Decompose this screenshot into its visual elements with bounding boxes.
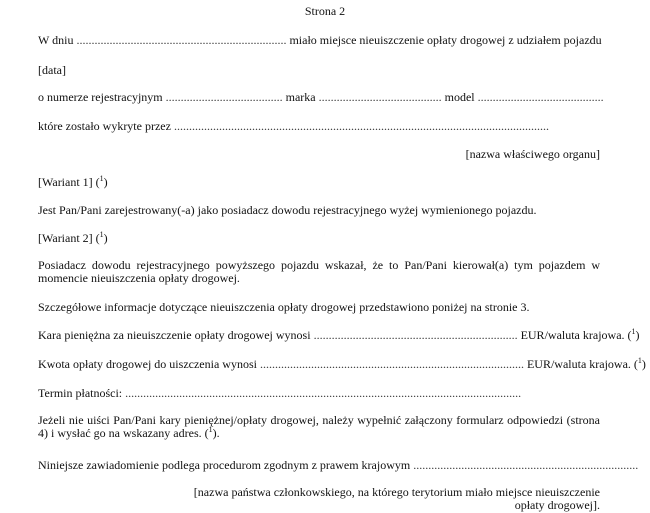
detected-field[interactable]: .............................................................................................................................	[173, 119, 549, 133]
toll-unit: EUR/waluta krajowa. ($^1$)	[526, 356, 646, 371]
vehicle-line	[38, 90, 604, 104]
footnote-ref: 1	[99, 230, 104, 239]
footnote-ref: 1	[99, 174, 104, 183]
footnote-ref: 1	[208, 425, 213, 434]
deadline-label: Termin płatności:	[38, 386, 123, 400]
payment-text: Jeżeli nie uiści Pan/Pani kary pieniężnej/opłaty drogowej, należy wypełnić załączony formularz odpowiedzi (strona 4) i wysłać go na wskazany adres. ($^1$).	[38, 413, 600, 440]
date-suffix: miało miejsce nieuiszczenie opłaty drogowej z udziałem pojazdu	[289, 33, 602, 47]
law-label: Niniejsze zawiadomienie podlega procedurom zgodnym z prawem krajowym	[38, 458, 411, 472]
deadline-field[interactable]: ....................................................................................................................................	[125, 386, 522, 400]
detected-label: które zostało wykryte przez	[38, 119, 171, 133]
authority-placeholder: [nazwa właściwego organu]	[465, 147, 600, 161]
fine-line	[38, 328, 640, 342]
toll-line	[38, 357, 646, 371]
details-text: Szczegółowe informacje dotyczące nieuiszczenia opłaty drogowej przedstawiono poniżej na stronie 3.	[38, 300, 530, 314]
model-label: model	[444, 90, 475, 104]
date-field[interactable]: ......................................................................	[76, 33, 287, 47]
toll-amount-field[interactable]: ........................................................................................	[259, 357, 524, 371]
registration-field[interactable]: .......................................	[165, 90, 283, 104]
detected-line	[38, 119, 549, 133]
fine-amount-field[interactable]: ....................................................................	[313, 328, 518, 342]
variant1-text: Jest Pan/Pani zarejestrowany(-a) jako posiadacz dowodu rejestracyjnego wyżej wymienionego pojazdu.	[38, 203, 537, 217]
variant2-text: Posiadacz dowodu rejestracyjnego powyższego pojazdu wskazał, że to Pan/Pani kierował(a) tym pojazdem w momencie nieuiszczenia opłaty drogowej.	[38, 258, 600, 285]
member-state-line-1: [nazwa państwa członkowskiego, na którego terytorium miało miejsce nieuiszczenie	[193, 485, 600, 499]
model-field[interactable]: ..........................................	[477, 90, 604, 104]
member-state-line-2: opłaty drogowej].	[514, 498, 600, 512]
fine-unit: EUR/waluta krajowa. ($^1$)	[520, 327, 640, 342]
variant1-label: [Wariant 1] ($^1$)	[38, 174, 108, 189]
date-placeholder: [data]	[38, 63, 66, 77]
registration-label: o numerze rejestracyjnym	[38, 90, 163, 104]
footnote-ref: 1	[631, 327, 636, 336]
footnote-ref: 1	[637, 356, 642, 365]
date-prefix: W dniu	[38, 33, 74, 47]
deadline-line	[38, 386, 521, 400]
make-field[interactable]: .........................................	[318, 90, 442, 104]
law-line	[38, 458, 638, 472]
variant2-label: [Wariant 2] ($^1$)	[38, 230, 108, 245]
law-field[interactable]: ...........................................................................	[413, 458, 639, 472]
make-label: marka	[285, 90, 316, 104]
fine-label: Kara pieniężna za nieuiszczenie opłaty drogowej wynosi	[38, 328, 311, 342]
toll-label: Kwota opłaty drogowej do uiszczenia wynosi	[38, 357, 257, 371]
page-title: Strona 2	[304, 4, 346, 18]
date-line	[38, 33, 602, 47]
